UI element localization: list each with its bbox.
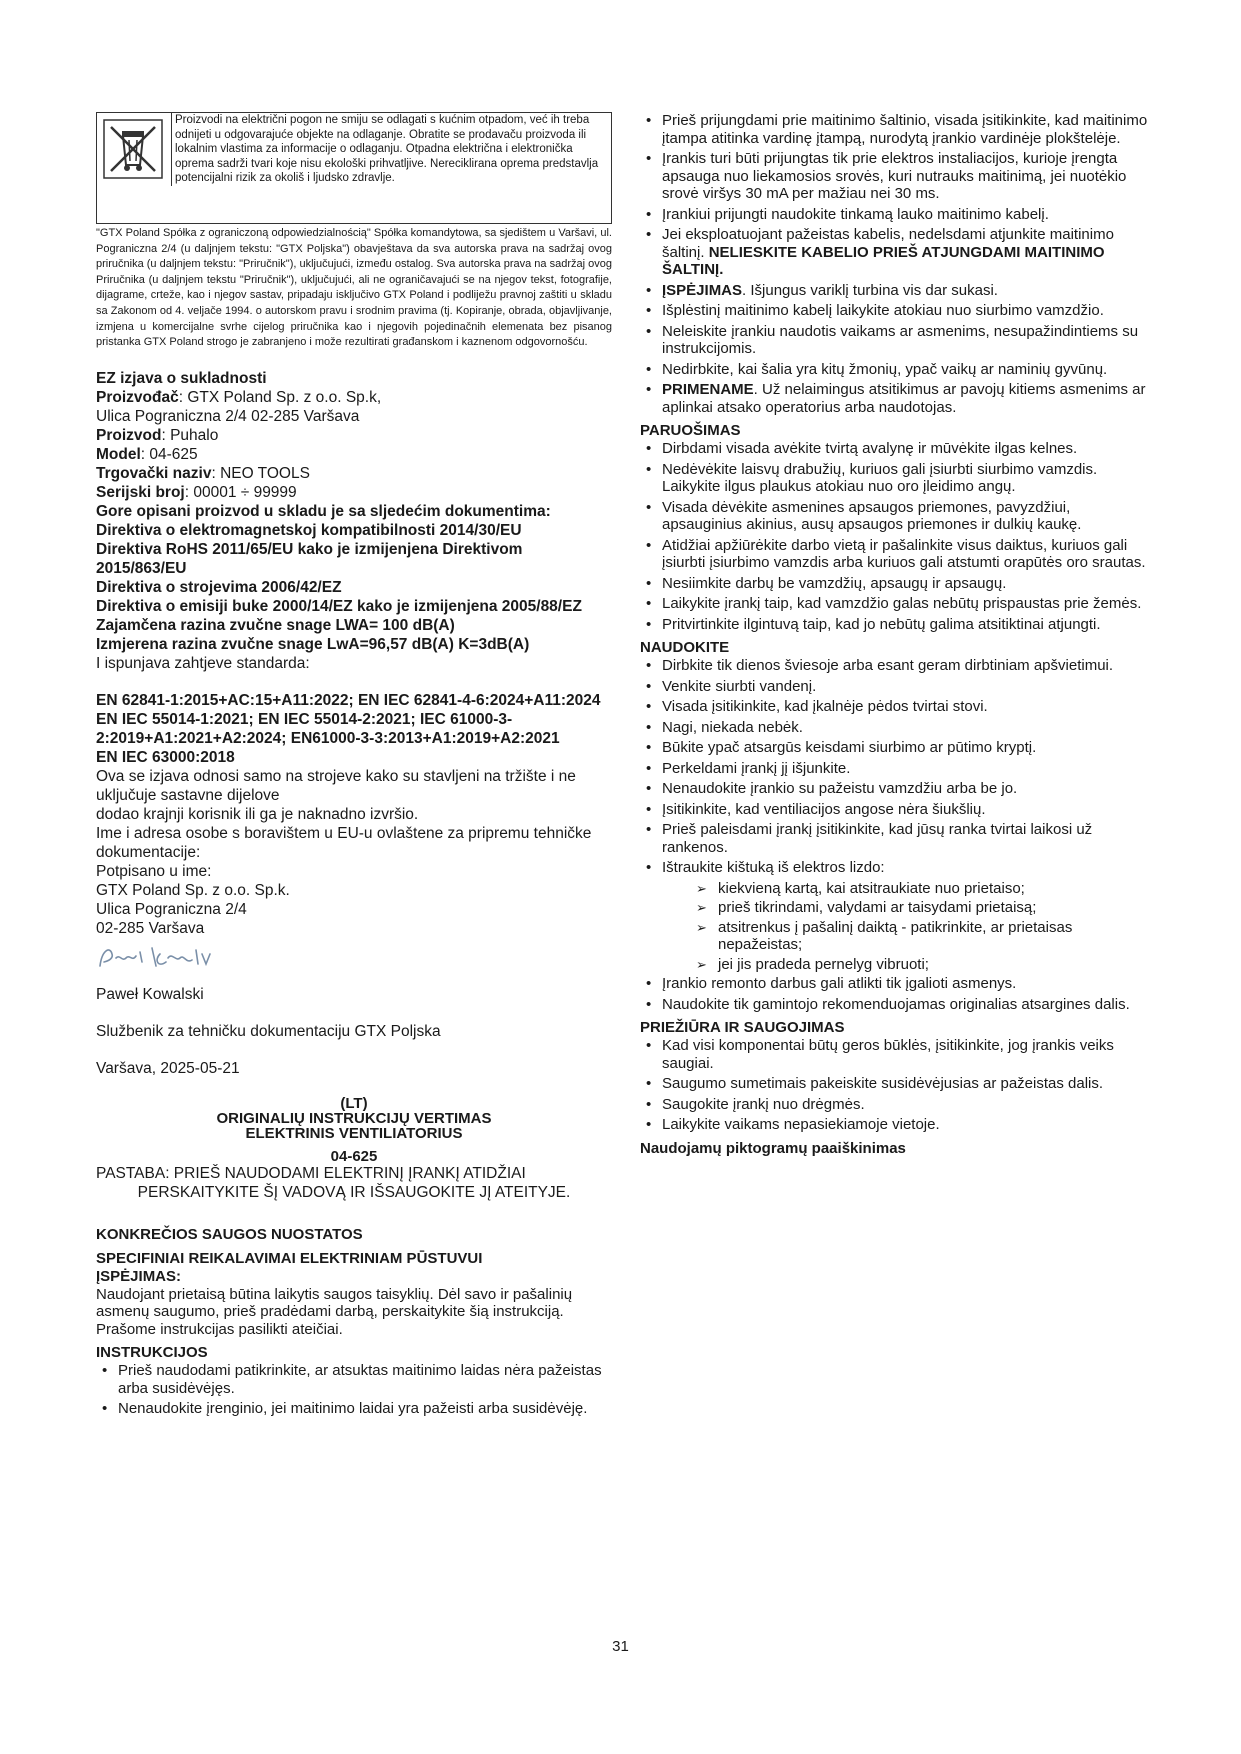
- cable-warning: NELIESKITE KABELIO PRIEŠ ATJUNGDAMI MAITINIMO ŠALTINĮ.: [662, 243, 1105, 278]
- standard: EN IEC 63000:2018: [96, 748, 235, 766]
- declaration-scope-2: dodao krajnji korisnik ili ga je naknadno izvršio.: [96, 805, 419, 823]
- trade-name-value: : NEO TOOLS: [211, 464, 310, 482]
- left-column: [96, 112, 612, 1421]
- instructions-list: [96, 1362, 612, 1418]
- pictograms-heading: Naudojamų piktogramų paaiškinimas: [640, 1139, 906, 1157]
- product-value: : Puhalo: [161, 426, 219, 444]
- list-item: [640, 226, 1148, 279]
- language-code: (LT): [340, 1094, 368, 1112]
- cable-text: Jei eksploatuojant pažeistas kabelis, nedelsdami atjunkite maitinimo šaltinį.: [662, 226, 1114, 261]
- product-model: 04-625: [330, 1147, 378, 1165]
- signer-role: Službenik za tehničku dokumentaciju GTX Poljska: [96, 1022, 441, 1040]
- sound-guaranteed: Zajamčena razina zvučne snage LWA= 100 dB(A): [96, 616, 455, 634]
- serial-value: : 00001 ÷ 99999: [184, 483, 297, 501]
- list-item: • Saugumo sumetimais pakeiskite susidėvėjusias ar pažeistas dalis.: [640, 1075, 1148, 1093]
- list-item: • Visada dėvėkite asmenines apsaugos priemones, pavyzdžiui, apsauginius akinius, ausų apsaugos priemones ir dulkių kaukę.: [640, 499, 1148, 534]
- manufacturer-address: Ulica Pograniczna 2/4 02-285 Varšava: [96, 407, 360, 425]
- crossed-bin-icon: [103, 119, 163, 179]
- list-item: • Nagi, niekada nebėk.: [640, 719, 1148, 737]
- signer-name: Paweł Kowalski: [96, 985, 204, 1003]
- list-item: • Neleiskite įrankiu naudotis vaikams ar asmenims, nesupažindintiems su instrukcijomis.: [640, 323, 1148, 358]
- disposal-notice: [96, 112, 612, 224]
- manufacturer-label: Proizvođač: [96, 388, 179, 406]
- declaration-scope: Ova se izjava odnosi samo na strojeve kako su stavljeni na tržište i ne uključuje sastavne dijelove: [96, 767, 576, 804]
- page-number: 31: [612, 1638, 629, 1655]
- product-label: Proizvod: [96, 426, 162, 444]
- list-item: • Įsitikinkite, kad ventiliacijos angose nėra šiukšlių.: [640, 801, 1148, 819]
- model-value: : 04-625: [140, 445, 198, 463]
- preparation-heading: PARUOŠIMAS: [640, 422, 741, 439]
- safety-list: [640, 112, 1148, 416]
- list-item: • Venkite siurbti vandenį.: [640, 678, 1148, 696]
- use-heading: NAUDOKITE: [640, 639, 730, 656]
- product-title: ELEKTRINIS VENTILIATORIUS: [245, 1124, 463, 1142]
- disposal-text: Proizvodi na električni pogon ne smiju se odlagati s kućnim otpadom, već ih treba odnijeti u odgovarajuće objekte na odlaganje. Obratite se prodavaču proizvoda ili lokalnim vlastima za informacije o odlaganju. Otpadna električna i elektronička oprema sadrži tvari koje nisu ekološki prihvatljive. Nereciklirana oprema predstavlja potencijalni rizik za okoliš i ljudsko zdravlje.: [171, 113, 611, 186]
- list-item: ➢ prieš tikrindami, valydami ar taisydami prietaisą;: [696, 899, 1148, 917]
- trade-name-label: Trgovački naziv: [96, 464, 212, 482]
- directive: Direktiva o strojevima 2006/42/EZ: [96, 578, 342, 596]
- signature-image: [96, 940, 296, 976]
- warn-label: ĮSPĖJIMAS: [662, 281, 743, 299]
- list-item: • Nenaudokite įrankio su pažeistu vamzdžiu arba be jo.: [640, 780, 1148, 798]
- reminder-label: PRIMENAME: [662, 381, 754, 398]
- conformity-statement: Gore opisani proizvod u skladu je sa sljedećim dokumentima:: [96, 502, 551, 520]
- list-item: • Naudokite tik gamintojo rekomenduojamas originalias atsargines dalis.: [640, 996, 1148, 1014]
- reminder-text: . Už nelaimingus atsitikimus ar pavojų kitiems asmenims ar aplinkai atsako operatorius arba naudotojas.: [662, 381, 1146, 416]
- list-item: • Visada įsitikinkite, kad įkalnėje pėdos tvirtai stovi.: [640, 698, 1148, 716]
- sound-measured: Izmjerena razina zvučne snage LwA=96,57 dB(A) K=3dB(A): [96, 635, 530, 653]
- list-item: ➢ atsitrenkus į pašalinį daiktą - patikrinkite, ar prietaisas nepažeistas;: [696, 919, 1148, 954]
- directive: Direktiva o emisiji buke 2000/14/EZ kako je izmijenjena 2005/88/EZ: [96, 597, 582, 615]
- serial-label: Serijski broj: [96, 483, 185, 501]
- care-heading: PRIEŽIŪRA IR SAUGOJIMAS: [640, 1019, 845, 1036]
- directive: Direktiva RoHS 2011/65/EU kako je izmijenjena Direktivom 2015/863/EU: [96, 540, 523, 577]
- list-item: • Kad visi komponentai būtų geros būklės, įsitikinkite, jog įrankis veiks saugiai.: [640, 1037, 1148, 1072]
- list-item: • Laikykite vaikams nepasiekiamoje vietoje.: [640, 1116, 1148, 1134]
- declaration-title: EZ izjava o sukladnosti: [96, 369, 267, 387]
- right-column: [640, 112, 1148, 1158]
- specific-heading: SPECIFINIAI REIKALAVIMAI ELEKTRINIAM PŪSTUVUI: [96, 1249, 483, 1267]
- list-item: ➢ kiekvieną kartą, kai atsitraukiate nuo prietaiso;: [696, 880, 1148, 898]
- list-item: • Laikykite įrankį taip, kad vamzdžio galas nebūtų prispaustas prie žemės.: [640, 595, 1148, 613]
- manual-note: PASTABA: PRIEŠ NAUDODAMI ELEKTRINĮ ĮRANKĮ ATIDŽIAI: [96, 1164, 526, 1182]
- list-item: • Įrankio remonto darbus gali atlikti tik įgalioti asmenys.: [640, 975, 1148, 993]
- preparation-list: [640, 440, 1148, 633]
- manual-title: ORIGINALIŲ INSTRUKCIJŲ VERTIMAS: [216, 1109, 492, 1127]
- list-item: • Nesiimkite darbų be vamzdžių, apsaugų ir apsaugų.: [640, 575, 1148, 593]
- list-item: [640, 282, 1148, 300]
- list-item: • Būkite ypač atsargūs keisdami siurbimo ar pūtimo kryptį.: [640, 739, 1148, 757]
- manual-note-2: PERSKAITYKITE ŠĮ VADOVĄ IR IŠSAUGOKITE JĮ ATEITYJE.: [137, 1183, 571, 1201]
- list-item: • Įrankiui prijungti naudokite tinkamą lauko maitinimo kabelį.: [640, 206, 1148, 224]
- model-label: Model: [96, 445, 141, 463]
- list-item: • Saugokite įrankį nuo drėgmės.: [640, 1096, 1148, 1114]
- unplug-list: [640, 880, 1148, 974]
- list-item: • Nedirbkite, kai šalia yra kitų žmonių, ypač vaikų ar naminių gyvūnų.: [640, 361, 1148, 379]
- list-item: ➢ jei jis pradeda pernelyg vibruoti;: [696, 956, 1148, 974]
- list-item: • Prieš naudodami patikrinkite, ar atsuktas maitinimo laidas nėra pažeistas arba susidėvėjęs.: [96, 1362, 612, 1397]
- list-item: • Nenaudokite įrenginio, jei maitinimo laidai yra pažeisti arba susidėvėję.: [96, 1400, 612, 1418]
- list-item: • Dirbdami visada avėkite tvirtą avalynę ir mūvėkite ilgas kelnes.: [640, 440, 1148, 458]
- use-list-after: [640, 975, 1148, 1013]
- directive: Direktiva o elektromagnetskoj kompatibilnosti 2014/30/EU: [96, 521, 522, 539]
- list-item: [640, 381, 1148, 416]
- list-item: • Prieš paleisdami įrankį įsitikinkite, kad jūsų ranka tvirtai laikosi už rankenos.: [640, 821, 1148, 856]
- warn-text: . Išjungus variklį turbina vis dar sukasi.: [742, 281, 998, 299]
- safety-heading: KONKREČIOS SAUGOS NUOSTATOS: [96, 1225, 363, 1243]
- list-item: • Įrankis turi būti prijungtas tik prie elektros instaliacijos, kurioje įrengta apsauga nuo liekamosios srovės, kuri nutrauks maitinimą, jei nuotėkio srovė viršys 30 mA per mažiau nei 30 ms.: [640, 150, 1148, 203]
- list-item: • Perkeldami įrankį jį išjunkite.: [640, 760, 1148, 778]
- authorized-person: Ime i adresa osobe s boravištem u EU-u ovlaštene za pripremu tehničke dokumentacije:: [96, 824, 592, 861]
- signer-street: Ulica Pograniczna 2/4: [96, 900, 247, 918]
- warning-heading: ĮSPĖJIMAS:: [96, 1267, 182, 1285]
- list-item: • Nedėvėkite laisvų drabužių, kuriuos gali įsiurbti siurbimo vamzdis. Laikykite ilgus plaukus atokiau nuo oro įleidimo angų.: [640, 461, 1148, 496]
- standard: EN IEC 55014-1:2021; EN IEC 55014-2:2021; IEC 61000-3-2:2019+A1:2021+A2:2024; EN61000-3-3:2013+A1:2019+A2:2021: [96, 710, 560, 747]
- list-item: • Dirbkite tik dienos šviesoje arba esant geram dirbtiniam apšvietimui.: [640, 657, 1148, 675]
- standards-intro: I ispunjava zahtjeve standarda:: [96, 654, 310, 672]
- signed-by: Potpisano u ime:: [96, 862, 212, 880]
- list-item: • Ištraukite kištuką iš elektros lizdo:: [640, 859, 1148, 877]
- warning-text: Naudojant prietaisą būtina laikytis saugos taisyklių. Dėl savo ir pašalinių asmenų saugumo, prieš pradėdami darbą, perskaitykite šią instrukciją. Prašome instrukcijas pasilikti ateičiai.: [96, 1285, 573, 1338]
- list-item: • Atidžiai apžiūrėkite darbo vietą ir pašalinkite visus daiktus, kuriuos gali įsiurbti įsiurbimo vamzdis arba kuriuos gali atstumti orapūtės oro srautas.: [640, 537, 1148, 572]
- list-item: • Prieš prijungdami prie maitinimo šaltinio, visada įsitikinkite, kad maitinimo įtampa atitinka vardinę įtampą, nurodytą įrankio vardinėje plokštelėje.: [640, 112, 1148, 147]
- signer-city: 02-285 Varšava: [96, 919, 205, 937]
- place-date: Varšava, 2025-05-21: [96, 1059, 240, 1077]
- care-list: [640, 1037, 1148, 1134]
- standard: EN 62841-1:2015+AC:15+A11:2022; EN IEC 62841-4-6:2024+A11:2024: [96, 691, 601, 709]
- use-list: [640, 657, 1148, 877]
- instructions-heading: INSTRUKCIJOS: [96, 1344, 208, 1362]
- copyright-notice: "GTX Poland Spółka z ograniczoną odpowiedzialnością" Spółka komandytowa, sa sjedištem u Varšavi, ul. Pograniczna 2/4 (u daljnjem tekstu: "GTX Poljska") obavještava da sva autorska prava na sadržaj ovog priručnika (u daljnjem tekstu: "Priručnik"), uključujući, između ostalog. Sva autorska prava na sadržaj ovog Priručnika (u daljnjem tekstu "Priručnik"), uključujući, ali ne ograničavajući se na njegov tekst, fotografije, dijagrame, crteže, kao i njegov sastav, pripadaju isključivo GTX Poland i podliježu pravnoj zaštiti u skladu sa Zakonom od 4. veljače 1994. o autorskom pravu i srodnim pravima (tj. Kopiranje, obrada, objavljivanje, izmjena u komercijalne svrhe cijelog priručnika kao i njegovih pojedinačnih elemenata bez pisanog pristanka GTX Poland strogo je zabranjeno i može rezultirati građanskom i kaznenom odgovornošću.: [96, 227, 612, 349]
- manufacturer-value: : GTX Poland Sp. z o.o. Sp.k,: [178, 388, 382, 406]
- list-item: • Išplėstinį maitinimo kabelį laikykite atokiau nuo siurbimo vamzdžio.: [640, 302, 1148, 320]
- signer-company: GTX Poland Sp. z o.o. Sp.k.: [96, 881, 290, 899]
- list-item: • Pritvirtinkite ilgintuvą taip, kad jo nebūtų galima atsitiktinai atjungti.: [640, 616, 1148, 634]
